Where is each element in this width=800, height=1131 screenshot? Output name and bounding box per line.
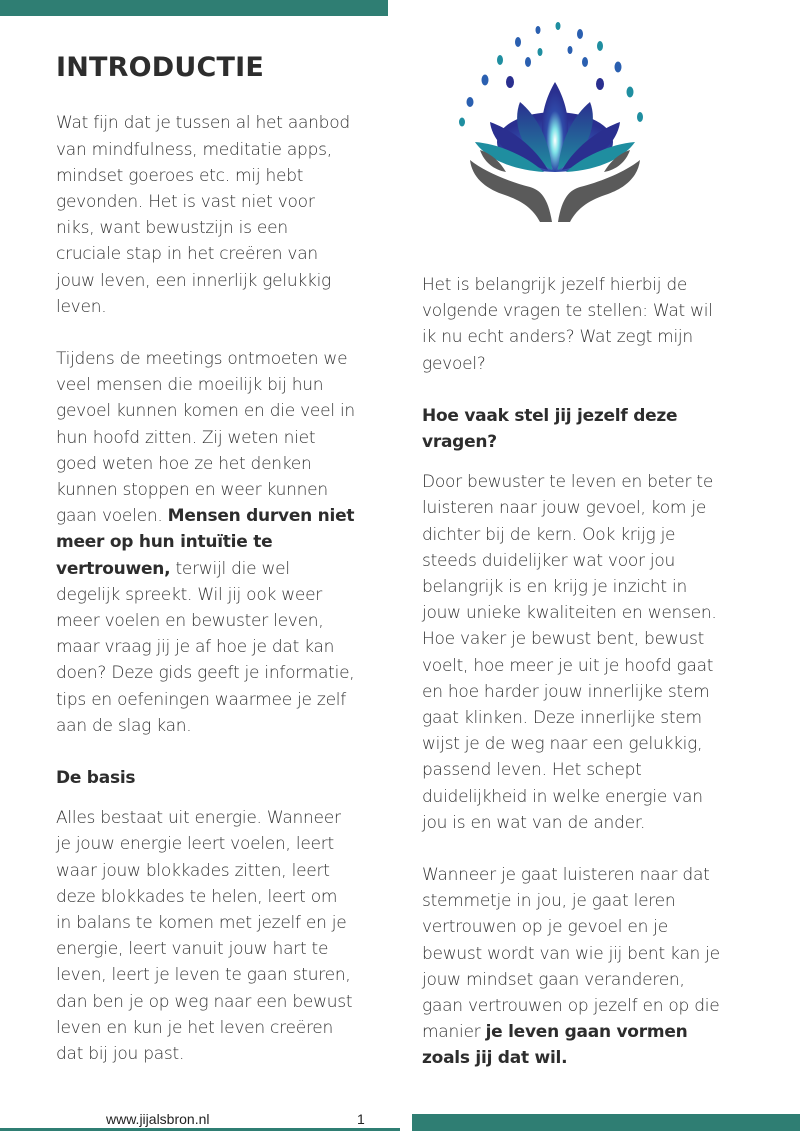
right-column (422, 272, 730, 1098)
stemmetje-text-a: Wanneer je gaat luisteren naar dat stemmetje in jou, je gaat leren vertrouwen op je gevoel en je bewust wordt van wie jij bent kan je jouw mindset gaan veranderen, gaan vertrouwen op jezelf en op die manier (422, 865, 720, 1043)
lotus-hands-logo-icon (440, 22, 670, 232)
meetings-text-b: terwijl die wel degelijk spreekt. Wil jij ook weer meer voelen en bewuster leven, maar vraag jij je af hoe je dat kan doen? Deze gids geeft je informatie, tips en oefeningen waarmee je zelf aan de slag kan. (56, 558, 355, 736)
questions-intro-paragraph: Het is belangrijk jezelf hierbij de volgende vragen te stellen: Wat wil ik nu echt anders? Wat zegt mijn gevoel? (422, 275, 713, 374)
left-column (56, 52, 356, 1093)
intro-paragraph: Wat fijn dat je tussen al het aanbod van mindfulness, meditatie apps, mindset goeroes etc. mij hebt gevonden. Het is vast niet voor niks, want bewustzijn is een cruciale stap in het creëren van jouw leven, een innerlijk gelukkig leven. (56, 113, 350, 317)
stemmetje-text-bold: je leven gaan vormen zoals jij dat wil. (422, 1022, 688, 1069)
top-accent-bar (0, 0, 388, 16)
heading-vragen: Hoe vaak stel jij jezelf deze vragen? (422, 405, 678, 453)
page-number: 1 (357, 1111, 365, 1127)
heading-basis: De basis (56, 768, 136, 789)
meetings-paragraph (56, 346, 356, 739)
bewuster-paragraph: Door bewuster te leven en beter te luisteren naar jouw gevoel, kom je dichter bij de kern. Ook krijg je steeds duidelijker wat voor jou belangrijk is en krijg je inzicht in jouw unieke kwaliteiten en wensen. Hoe vaker je bewust bent, bewust voelt, hoe meer je uit je hoofd gaat en hoe harder jouw innerlijke stem gaat klinken. Deze innerlijke stem wijst je de weg naar een gelukkig, passend leven. Het schept duidelijkheid in welke energie van jou is en wat van de ander. (422, 472, 717, 833)
page-title: INTRODUCTIE (56, 52, 265, 83)
stemmetje-paragraph (422, 862, 730, 1072)
meetings-text-bold: Mensen durven niet meer op hun intuïtie te vertrouwen, (56, 506, 355, 579)
lotus-petals (475, 82, 635, 172)
bottom-accent-bar (412, 1114, 800, 1131)
meetings-text-a: Tijdens de meetings ontmoeten we veel mensen die moeilijk bij hun gevoel kunnen komen en die veel in hun hoofd zitten. Zij weten niet goed weten hoe ze het denken kunnen stoppen en weer kunnen gaan voelen. (56, 349, 355, 527)
basis-paragraph: Alles bestaat uit energie. Wanneer je jouw energie leert voelen, leert waar jouw blokkades zitten, leert deze blokkades te helen, leert om in balans te komen met jezelf en je energie, leert vanuit jouw hart te leven, leert je leven te gaan sturen, dan ben je op weg naar een bewust leven en kun je het leven creëren dat bij jou past. (56, 808, 353, 1065)
footer-url[interactable]: www.jijalsbron.nl (106, 1111, 210, 1127)
